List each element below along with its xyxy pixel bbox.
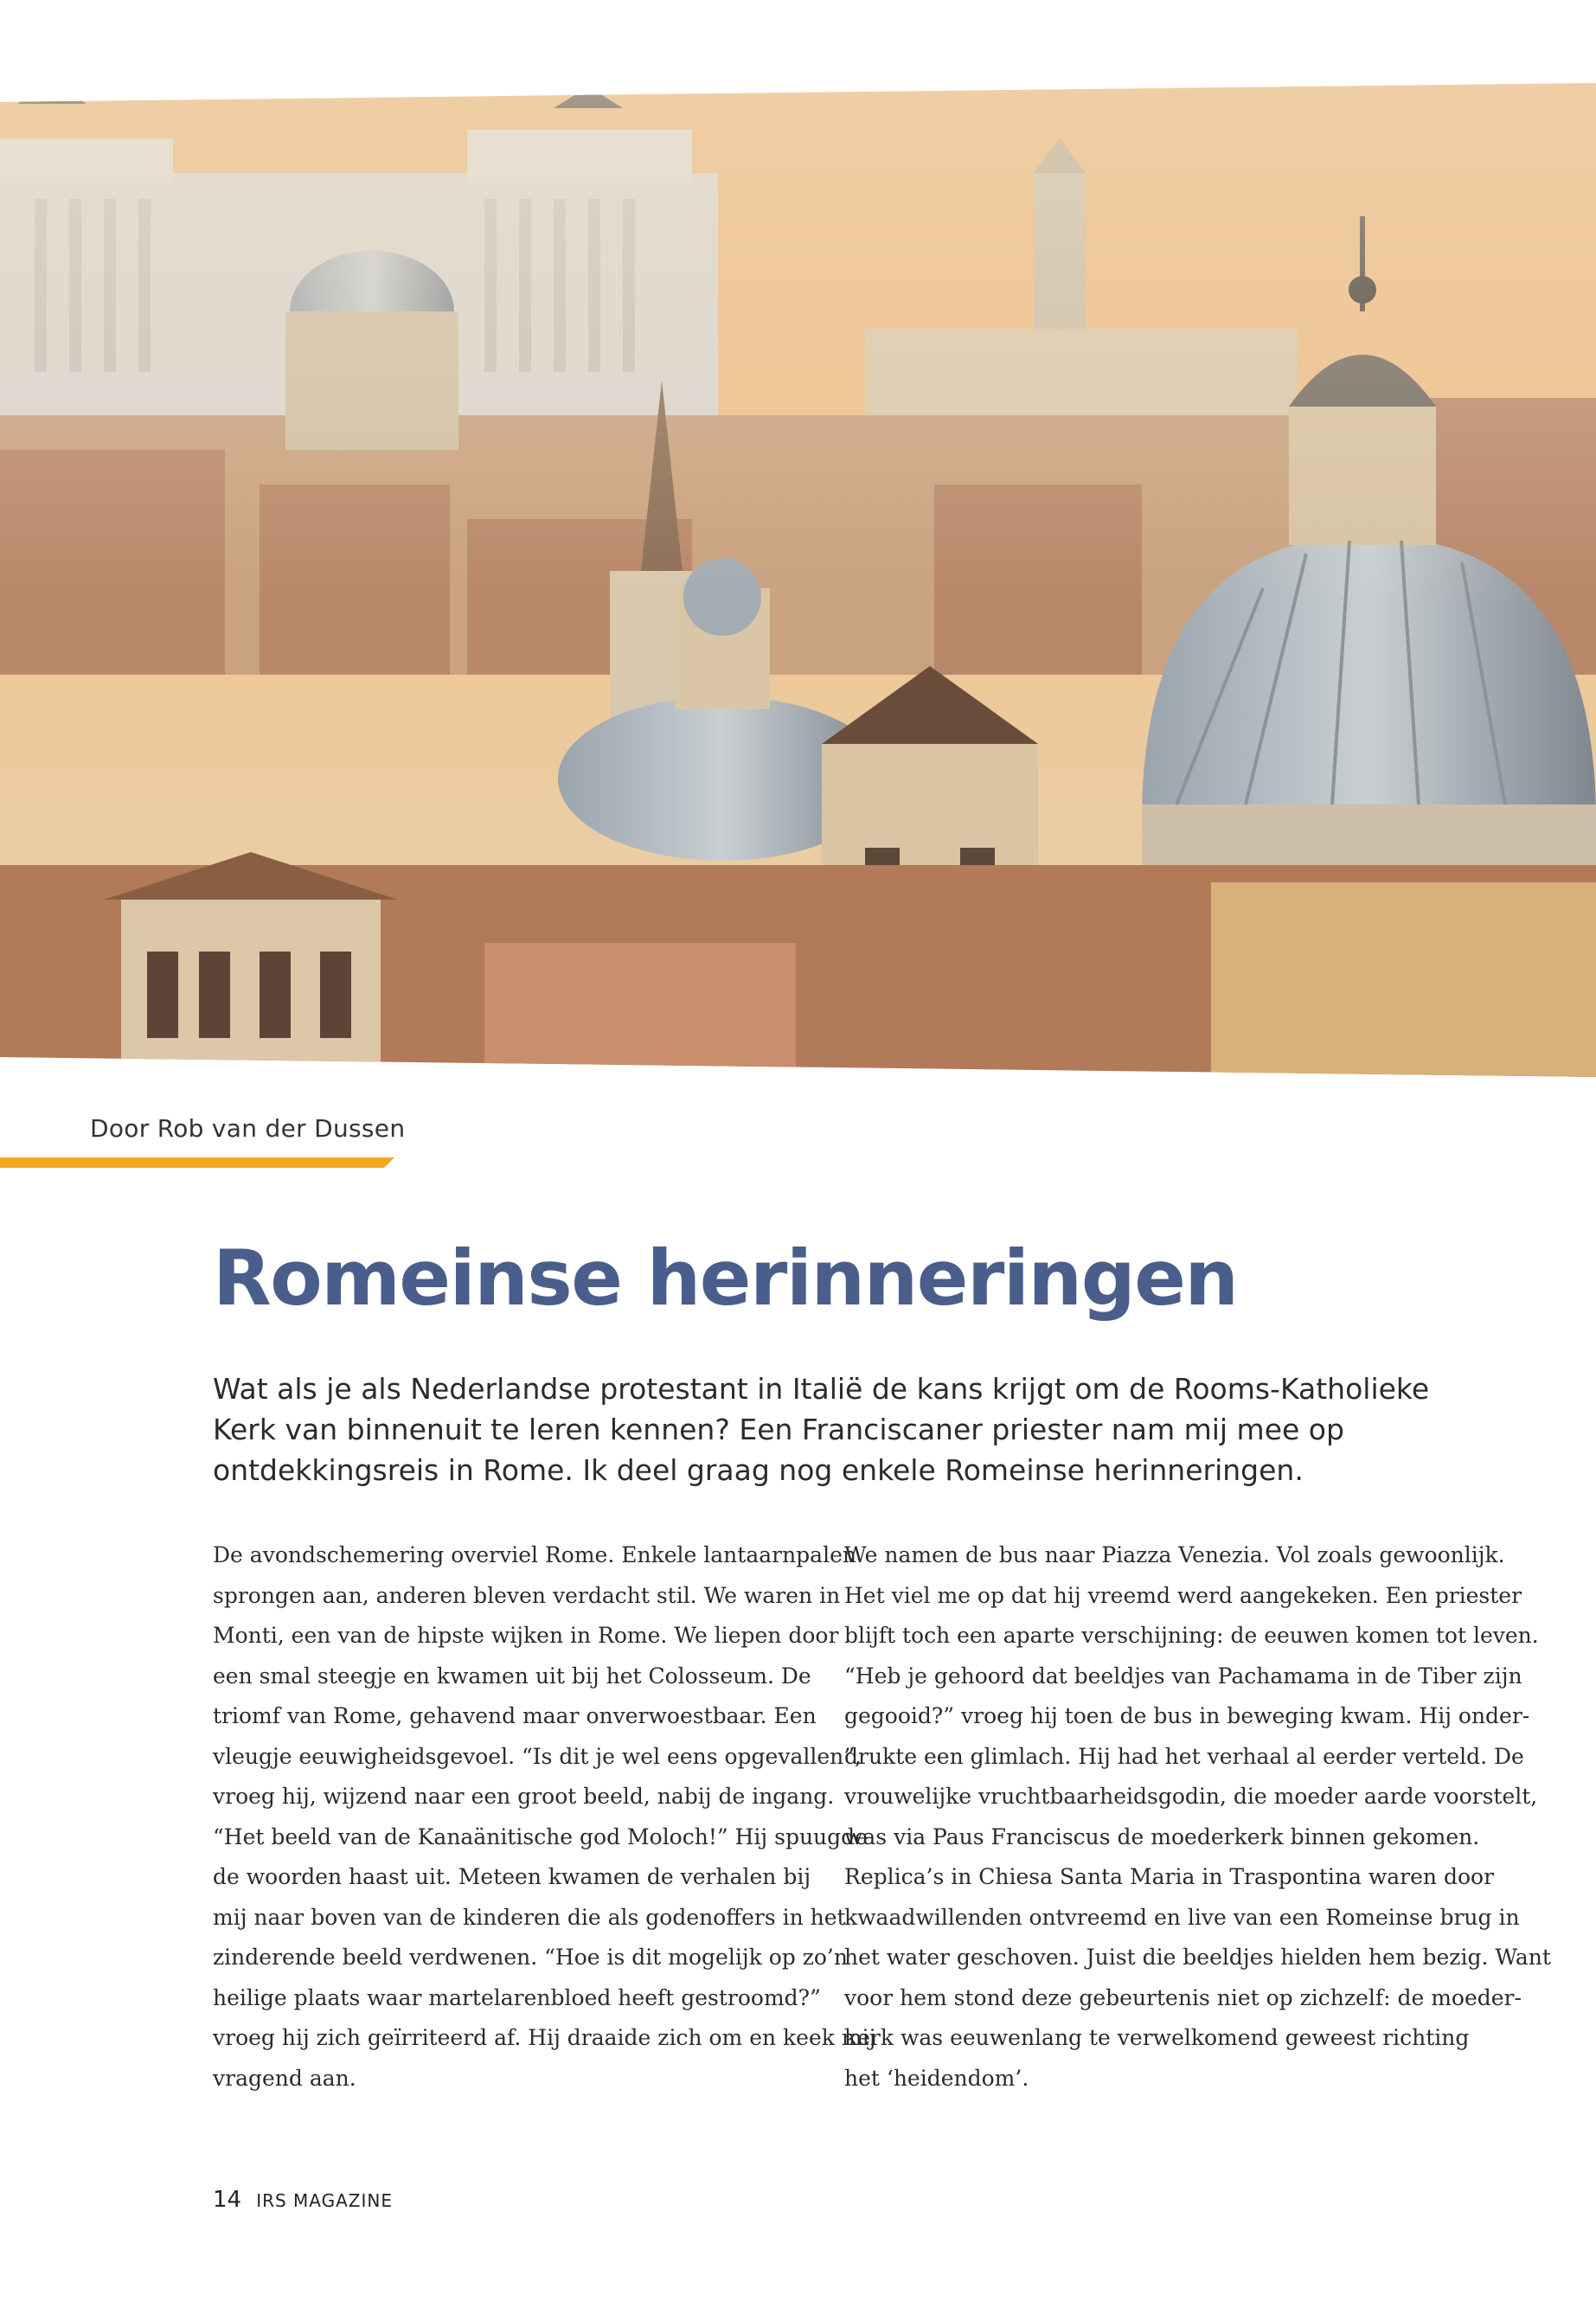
body-line: de woorden haast uit. Meteen kwamen de verhalen bij xyxy=(213,1864,811,1889)
body-line: vroeg hij zich geïrriteerd af. Hij draaide zich om en keek mij xyxy=(213,2025,876,2050)
body-line: sprongen aan, anderen bleven verdacht stil. We waren in xyxy=(213,1582,841,1608)
body-line: blijft toch een aparte verschijning: de eeuwen komen tot leven. xyxy=(844,1623,1539,1648)
page-number: 14 xyxy=(213,2187,242,2213)
body-line: gegooid?” vroeg hij toen de bus in beweging kwam. Hij onder- xyxy=(844,1703,1530,1728)
body-line: “Heb je gehoord dat beeldjes van Pachamama in de Tiber zijn xyxy=(844,1663,1522,1689)
body-line: “Het beeld van de Kanaänitische god Moloch!” Hij spuugde xyxy=(213,1823,868,1849)
rome-skyline-illustration xyxy=(0,0,1596,1077)
body-line: vrouwelijke vruchtbaarheidsgodin, die moeder aarde voorstelt, xyxy=(844,1784,1538,1809)
rome-skyline-photo xyxy=(0,0,1596,1077)
body-line: een smal steegje en kwamen uit bij het Colosseum. De xyxy=(213,1663,811,1689)
body-line: mij naar boven van de kinderen die als godenoffers in het xyxy=(213,1904,846,1930)
body-line: kwaadwillenden ontvreemd en live van een Romeinse brug in xyxy=(844,1904,1520,1930)
column-right xyxy=(844,1535,1551,2099)
article-intro: Wat als je als Nederlandse protestant in Italië de kans krijgt om de Rooms-Katholieke Kerk van binnenuit te leren kennen? Een Franciscaner priester nam mij mee op ontdekkingsreis in Rome. Ik deel graag nog enkele Romeinse herinneringen. xyxy=(213,1372,1430,1487)
body-line: voor hem stond deze gebeurtenis niet op zichzelf: de moeder- xyxy=(844,1984,1522,2010)
column-left xyxy=(213,1535,876,2099)
body-line: Monti, een van de hipste wijken in Rome. We liepen door xyxy=(213,1623,839,1648)
body-line: was via Paus Franciscus de moederkerk binnen gekomen. xyxy=(844,1823,1480,1849)
body-line: triomf van Rome, gehavend maar onverwoestbaar. Een xyxy=(213,1703,817,1728)
body-line: Replica’s in Chiesa Santa Maria in Traspontina waren door xyxy=(844,1864,1495,1889)
body-line: kerk was eeuwenlang te verwelkomend geweest richting xyxy=(844,2025,1470,2050)
article-title: Romeinse herinneringen xyxy=(213,1234,1238,1323)
body-line: vragend aan. xyxy=(213,2065,356,2091)
byline: Door Rob van der Dussen xyxy=(90,1114,406,1143)
body-line: het ‘heidendom’. xyxy=(844,2065,1029,2091)
body-line: Het viel me op dat hij vreemd werd aangekeken. Een priester xyxy=(844,1582,1522,1608)
magazine-name: IRS MAGAZINE xyxy=(256,2190,393,2211)
body-line: vleugje eeuwigheidsgevoel. “Is dit je wel eens opgevallen”, xyxy=(213,1743,862,1769)
body-line: zinderende beeld verdwenen. “Hoe is dit mogelijk op zo’n xyxy=(213,1945,848,1970)
page-footer xyxy=(213,2187,393,2213)
body-line: het water geschoven. Juist die beeldjes hielden hem bezig. Want xyxy=(844,1945,1551,1970)
body-line: We namen de bus naar Piazza Venezia. Vol zoals gewoonlijk. xyxy=(844,1542,1505,1567)
body-line: vroeg hij, wijzend naar een groot beeld, nabij de ingang. xyxy=(213,1784,835,1809)
accent-bar xyxy=(0,1157,394,1168)
body-line: De avondschemering overviel Rome. Enkele lantaarnpalen xyxy=(213,1542,856,1567)
body-line: drukte een glimlach. Hij had het verhaal al eerder verteld. De xyxy=(844,1743,1524,1769)
body-line: heilige plaats waar martelarenbloed heeft gestroomd?” xyxy=(213,1984,821,2010)
